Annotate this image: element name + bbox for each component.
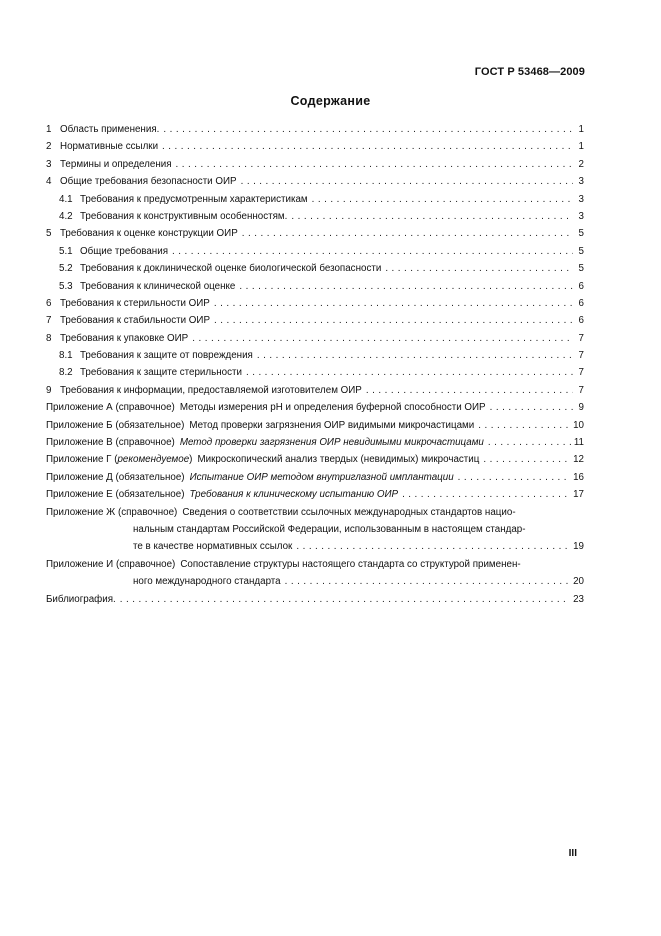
toc-subentry[interactable] <box>46 347 584 364</box>
toc-entry-page: 16 <box>573 471 584 483</box>
appendix-label: Приложение Д (обязательное) <box>46 471 185 483</box>
toc-entry[interactable] <box>46 225 584 242</box>
toc-entry-page: 2 <box>578 158 584 170</box>
toc-entry[interactable] <box>46 138 584 155</box>
toc-entry-number: 2 <box>46 141 52 153</box>
appendix-label: Приложение Г (рекомендуемое) <box>46 454 193 466</box>
toc-entry-page: 3 <box>578 210 584 222</box>
toc-entry-page: 7 <box>578 350 584 362</box>
toc-entry-number: 1 <box>46 124 52 135</box>
toc-appendix[interactable] <box>46 469 584 486</box>
appendix-label: Приложение И (справочное) <box>46 558 176 570</box>
toc-entry-number: 5.2 <box>59 263 73 275</box>
toc-entry-title: Требования к защите стерильности <box>80 367 242 379</box>
toc-entry-title: Нормативные ссылки <box>60 141 159 153</box>
toc-entry-number: 4 <box>46 176 52 188</box>
appendix-label: Приложение В (справочное) <box>46 437 175 449</box>
toc-entry[interactable] <box>46 173 584 190</box>
appendix-title-line: Сведения о соответствии ссылочных международных стандартов нацио- <box>182 506 516 518</box>
toc-entry-title: Требования к доклинической оценке биологической безопасности <box>80 263 382 275</box>
toc-subentry[interactable] <box>46 278 584 295</box>
toc-appendix[interactable] <box>46 556 584 591</box>
toc-entry-page: 11 <box>573 437 584 449</box>
toc-entry[interactable] <box>46 382 584 399</box>
toc-entry-page: 19 <box>573 541 584 553</box>
toc-entry-page: 10 <box>573 419 584 431</box>
toc-entry-page: 9 <box>578 402 584 414</box>
toc-entry-title: Требования к стабильности ОИР <box>60 315 211 327</box>
toc-entry-number: 8.2 <box>59 367 73 379</box>
toc-subentry[interactable] <box>46 260 584 277</box>
toc-entry-number: 4.2 <box>59 210 73 222</box>
toc-subentry[interactable] <box>46 208 584 225</box>
appendix-title: Метод проверки загрязнения ОИР видимыми микрочастицами <box>189 419 475 431</box>
toc-appendix[interactable] <box>46 504 584 556</box>
toc-bibliography[interactable] <box>46 591 584 608</box>
appendix-title-line: нальным стандартам Российской Федерации, использованным в настоящем стандар- <box>133 523 526 535</box>
toc-entry-number: 3 <box>46 158 52 170</box>
toc-entry[interactable] <box>46 121 584 138</box>
toc-entry-title: Общие требования <box>80 245 168 257</box>
bibliography-title: Библиография. <box>46 593 116 605</box>
toc-entry-number: 7 <box>46 315 52 327</box>
appendix-title-line: ного международного стандарта <box>133 576 281 588</box>
toc-appendix[interactable] <box>46 434 584 451</box>
appendix-label: Приложение Е (обязательное) <box>46 489 185 501</box>
toc-entry-title: Общие требования безопасности ОИР <box>60 176 237 188</box>
appendix-title-line: те в качестве нормативных ссылок <box>133 541 293 553</box>
toc-entry[interactable] <box>46 330 584 347</box>
toc-entry-page: 1 <box>578 141 584 153</box>
toc-entry-page: 20 <box>573 576 584 588</box>
toc-entry-title: Требования к стерильности ОИР <box>60 297 210 309</box>
toc-entry-page: 3 <box>578 193 584 205</box>
appendix-label: Приложение А (справочное) <box>46 402 175 414</box>
toc-appendix[interactable] <box>46 486 584 503</box>
page-number: III <box>568 848 577 859</box>
appendix-title: Микроскопический анализ твердых (невидимых) микрочастиц <box>197 454 480 466</box>
toc-entry-number: 9 <box>46 384 52 396</box>
toc-entry-page: 6 <box>578 280 584 292</box>
appendix-title: Методы измерения рН и определения буферной способности ОИР <box>179 402 486 414</box>
toc-entry-title: Требования к оценке конструкции ОИР <box>60 228 238 240</box>
toc-entry-number: 5 <box>46 228 52 240</box>
toc-entry-page: 5 <box>578 263 584 275</box>
appendix-label: Приложение Ж (справочное) <box>46 506 178 518</box>
toc-entry-page: 6 <box>578 297 584 309</box>
toc-entry[interactable] <box>46 295 584 312</box>
toc-entry-page: 23 <box>573 593 584 605</box>
toc-appendix[interactable] <box>46 417 584 434</box>
toc-entry-title: Область применения. <box>60 124 160 135</box>
toc-entry-title: Термины и определения <box>60 158 172 170</box>
toc-entry-page: 7 <box>578 384 584 396</box>
table-of-contents <box>46 121 584 608</box>
toc-entry-page: 3 <box>578 176 584 188</box>
appendix-title: Испытание ОИР методом внутриглазной имплантации <box>189 471 454 483</box>
toc-entry-page: 7 <box>578 367 584 379</box>
toc-entry-title: Требования к упаковке ОИР <box>60 332 189 344</box>
standard-code: ГОСТ Р 53468—2009 <box>474 66 585 78</box>
toc-entry-title: Требования к информации, предоставляемой изготовителем ОИР <box>60 384 362 396</box>
appendix-title: Требования к клиническому испытанию ОИР <box>189 489 399 501</box>
toc-subentry[interactable] <box>46 364 584 381</box>
toc-entry-number: 5.3 <box>59 280 73 292</box>
toc-entry-number: 8.1 <box>59 350 73 362</box>
appendix-label: Приложение Б (обязательное) <box>46 419 185 431</box>
toc-entry-number: 5.1 <box>59 245 73 257</box>
toc-entry-page: 5 <box>578 245 584 257</box>
toc-entry[interactable] <box>46 156 584 173</box>
toc-entry-page: 12 <box>573 454 584 466</box>
toc-entry-page: 7 <box>578 332 584 344</box>
toc-entry-number: 6 <box>46 297 52 309</box>
toc-subentry[interactable] <box>46 243 584 260</box>
appendix-title: Метод проверки загрязнения ОИР невидимыми микрочастицами <box>179 437 484 449</box>
toc-entry-title: Требования к предусмотренным характеристикам <box>80 193 308 205</box>
toc-entry-page: 5 <box>578 228 584 240</box>
toc-entry[interactable] <box>46 312 584 329</box>
appendix-title-line: Сопоставление структуры настоящего стандарта со структурой применен- <box>180 558 521 570</box>
toc-subentry[interactable] <box>46 191 584 208</box>
toc-appendix[interactable] <box>46 451 584 468</box>
toc-entry-title: Требования к клинической оценке <box>80 280 236 292</box>
toc-entry-title: Требования к защите от повреждения <box>80 350 253 362</box>
toc-entry-page: 6 <box>578 315 584 327</box>
toc-entry-page: 17 <box>573 489 584 501</box>
toc-entry-number: 4.1 <box>59 193 73 205</box>
page-title: Содержание <box>290 94 371 108</box>
toc-entry-title: Требования к конструктивным особенностям. <box>80 210 288 222</box>
toc-appendix[interactable] <box>46 399 584 416</box>
toc-entry-number: 8 <box>46 332 52 344</box>
toc-entry-page: 1 <box>578 124 584 135</box>
